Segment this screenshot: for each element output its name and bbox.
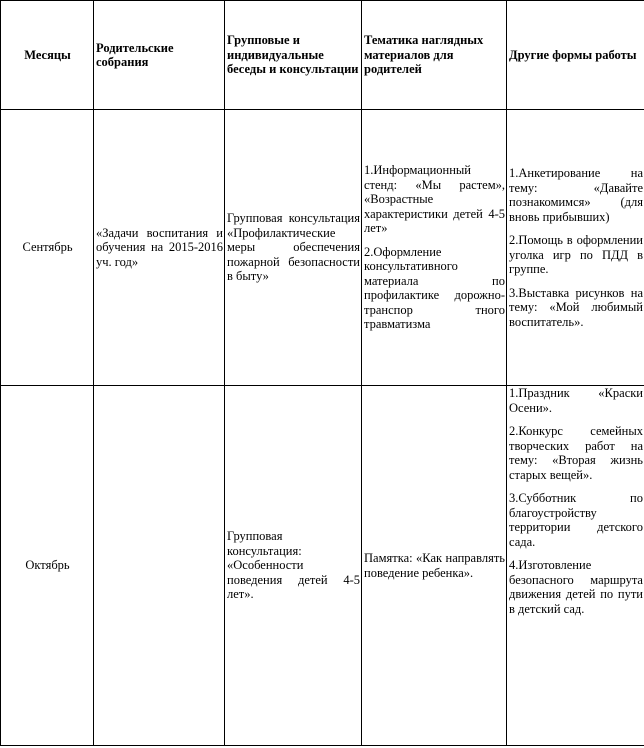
consultation-cell	[225, 110, 362, 386]
meeting-cell	[94, 386, 225, 746]
other-forms-cell	[507, 386, 644, 746]
consultation-cell	[225, 386, 362, 746]
other-forms-item: 2.Помощь в оформлении уголка игр по ПДД в группе.	[509, 233, 643, 276]
month-cell: Октябрь	[1, 386, 94, 746]
other-forms-item: 3.Выставка рисунков на тему: «Мой любимый воспитатель».	[509, 285, 643, 329]
consultation-text: Групповая консультация «Профилактические меры обеспечения пожарной безопасности в быту»	[227, 211, 360, 284]
other-forms-item: 1.Праздник «Краски Осени».	[509, 386, 643, 415]
other-forms-item: 3.Субботник по благоустройству территории детского сада.	[509, 491, 643, 549]
materials-cell	[362, 386, 507, 746]
other-forms-item: 2.Конкурс семейных творческих работ на тему: «Вторая жизнь старых вещей».	[509, 424, 643, 482]
other-forms-item: 1.Анкетирование на тему: «Давайте познакомимся» (для вновь прибывших)	[509, 166, 643, 224]
materials-item: Памятка: «Как направлять поведение ребенка».	[364, 551, 505, 580]
header-months: Месяцы	[1, 1, 94, 110]
other-forms-cell	[507, 110, 644, 386]
materials-item: 1.Информационный стенд: «Мы растем», «Возрастные характеристики детей 4-5 лет»	[364, 163, 505, 236]
month-cell: Сентябрь	[1, 110, 94, 386]
header-parent-meetings: Родительские собрания	[94, 1, 225, 110]
table-row-september	[1, 110, 644, 386]
materials-cell	[362, 110, 507, 386]
header-visual-materials: Тематика наглядных материалов для родителей	[362, 1, 507, 110]
header-other-forms: Другие формы работы	[507, 1, 644, 110]
meeting-text: «Задачи воспитания и обучения на 2015-2016 уч. год»	[96, 225, 223, 269]
materials-item: 2.Оформление консультативного материала по профилактике дорожно-транспор тного травматизма	[364, 244, 505, 332]
header-consultations: Групповые и индивидуальные беседы и консультации	[225, 1, 362, 110]
consultation-text: Групповая консультация: «Особенности поведения детей 4-5 лет».	[227, 529, 360, 602]
other-forms-item: 4.Изготовление безопасного маршрута движения детей по пути в детский сад.	[509, 558, 643, 616]
table-row-october	[1, 386, 644, 746]
meeting-cell	[94, 110, 225, 386]
table-header-row	[1, 1, 644, 110]
